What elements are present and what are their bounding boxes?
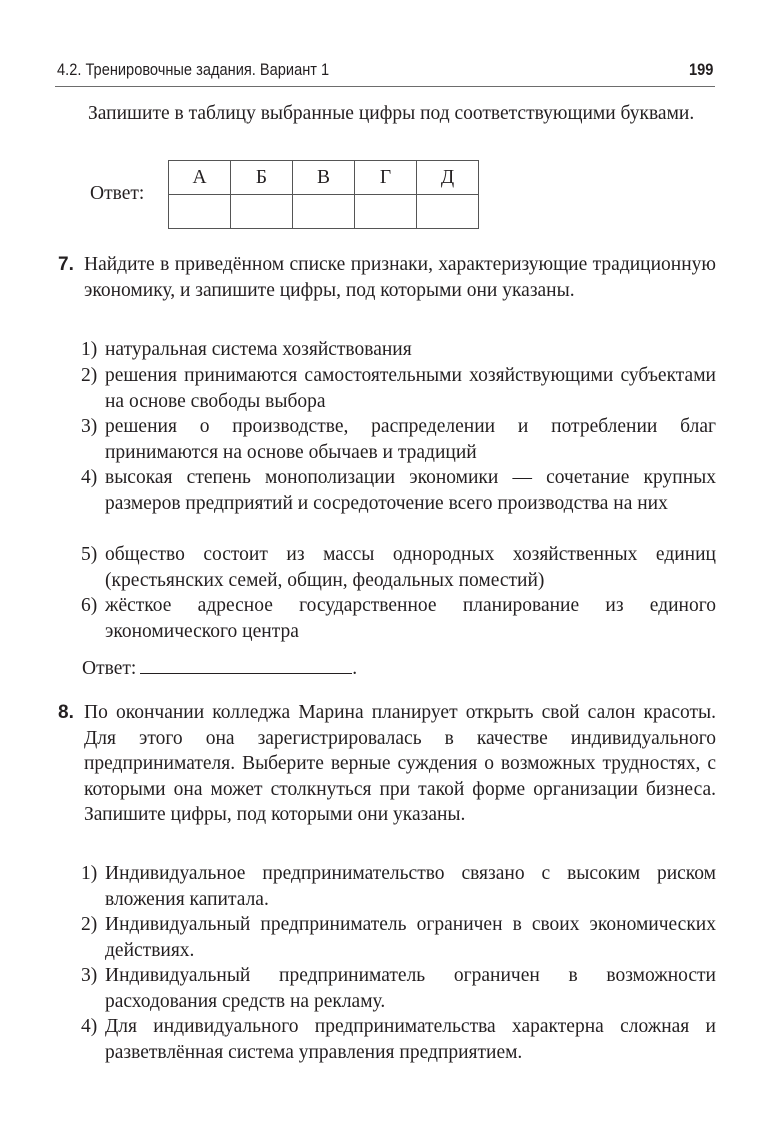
option-text: решения принимаются самостоятельными хозяйствующими субъектами на основе свободы выбора [105,365,716,412]
task7-option [81,363,716,414]
answer-table-input-cell[interactable] [417,195,479,229]
section-title: 4.2. Тренировочные задания. Вариант 1 [57,60,330,79]
answer-table-input-cell[interactable] [293,195,355,229]
option-number: 4) [81,467,98,488]
task8-question: По окончании колледжа Марина планирует открыть свой салон красоты. Для этого она зарегистрировалась в качестве индивидуального предпринимателя. Выберите верные суждения о возможных трудностях, с которыми она может столкнуться при такой форме организации бизнеса. Запишите цифры, под которыми они указаны. [84,702,716,825]
option-number: 2) [81,914,98,935]
option-text: Для индивидуального предпринимательства характерна сложная и разветвлённая система управления предприятием. [105,1016,716,1063]
task6-answer-label: Ответ: [90,183,145,204]
task8-option [81,912,716,963]
option-number: 2) [81,365,98,386]
option-text: общество состоит из массы однородных хозяйственных единиц (крестьянских семей, общин, феодальных поместий) [105,544,716,591]
answer-table-header-cell: В [293,161,355,195]
option-text: высокая степень монополизации экономики — сочетание крупных размеров предприятий и сосредоточение всего производства на них [105,467,716,514]
running-header [55,58,715,87]
task7-option [81,593,716,644]
task6-instruction: Запишите в таблицу выбранные цифры под соответствующими буквами. [88,103,695,124]
task7-number: 7. [58,254,74,275]
option-number: 1) [81,863,98,884]
task8-option [81,1014,716,1065]
option-number: 4) [81,1016,98,1037]
answer-table-header-cell: А [169,161,231,195]
task7-option [81,465,716,516]
option-text: Индивидуальный предприниматель ограничен в возможности расходования средств на рекламу. [105,965,716,1012]
option-number: 1) [81,339,98,360]
option-text: Индивидуальное предпринимательство связано с высоким риском вложения капитала. [105,863,716,910]
option-text: натуральная система хозяйствования [105,339,412,360]
task6-answer-table [168,160,479,229]
option-text: Индивидуальный предприниматель ограничен в своих экономических действиях. [105,914,716,961]
answer-table-input-cell[interactable] [355,195,417,229]
answer-table-header-cell: Б [231,161,293,195]
answer-table-input-cell[interactable] [169,195,231,229]
answer-table-value-row [169,195,479,229]
task8-number: 8. [58,702,74,723]
answer-table-header-row [169,161,479,195]
task7-option [81,414,716,465]
option-number: 5) [81,544,98,565]
option-number: 3) [81,965,98,986]
answer-table-header-cell: Д [417,161,479,195]
page-number: 199 [688,60,713,79]
answer-table-input-cell[interactable] [231,195,293,229]
option-text: жёсткое адресное государственное планирование из единого экономического центра [105,595,716,642]
task7-answer-line [82,655,717,682]
task7-answer-blank[interactable] [140,655,352,674]
option-number: 6) [81,595,98,616]
task8-option [81,963,716,1014]
task8-option [81,861,716,912]
task7-question: Найдите в приведённом списке признаки, характеризующие традиционную экономику, и запишите цифры, под которыми они указаны. [84,254,716,301]
task7-option [81,337,716,363]
option-text: решения о производстве, распределении и потреблении благ принимаются на основе обычаев и традиций [105,416,716,463]
task7-answer-label: Ответ: [82,658,137,679]
task7-option [81,542,716,593]
option-number: 3) [81,416,98,437]
answer-table-header-cell: Г [355,161,417,195]
answer-period: . [352,658,358,679]
